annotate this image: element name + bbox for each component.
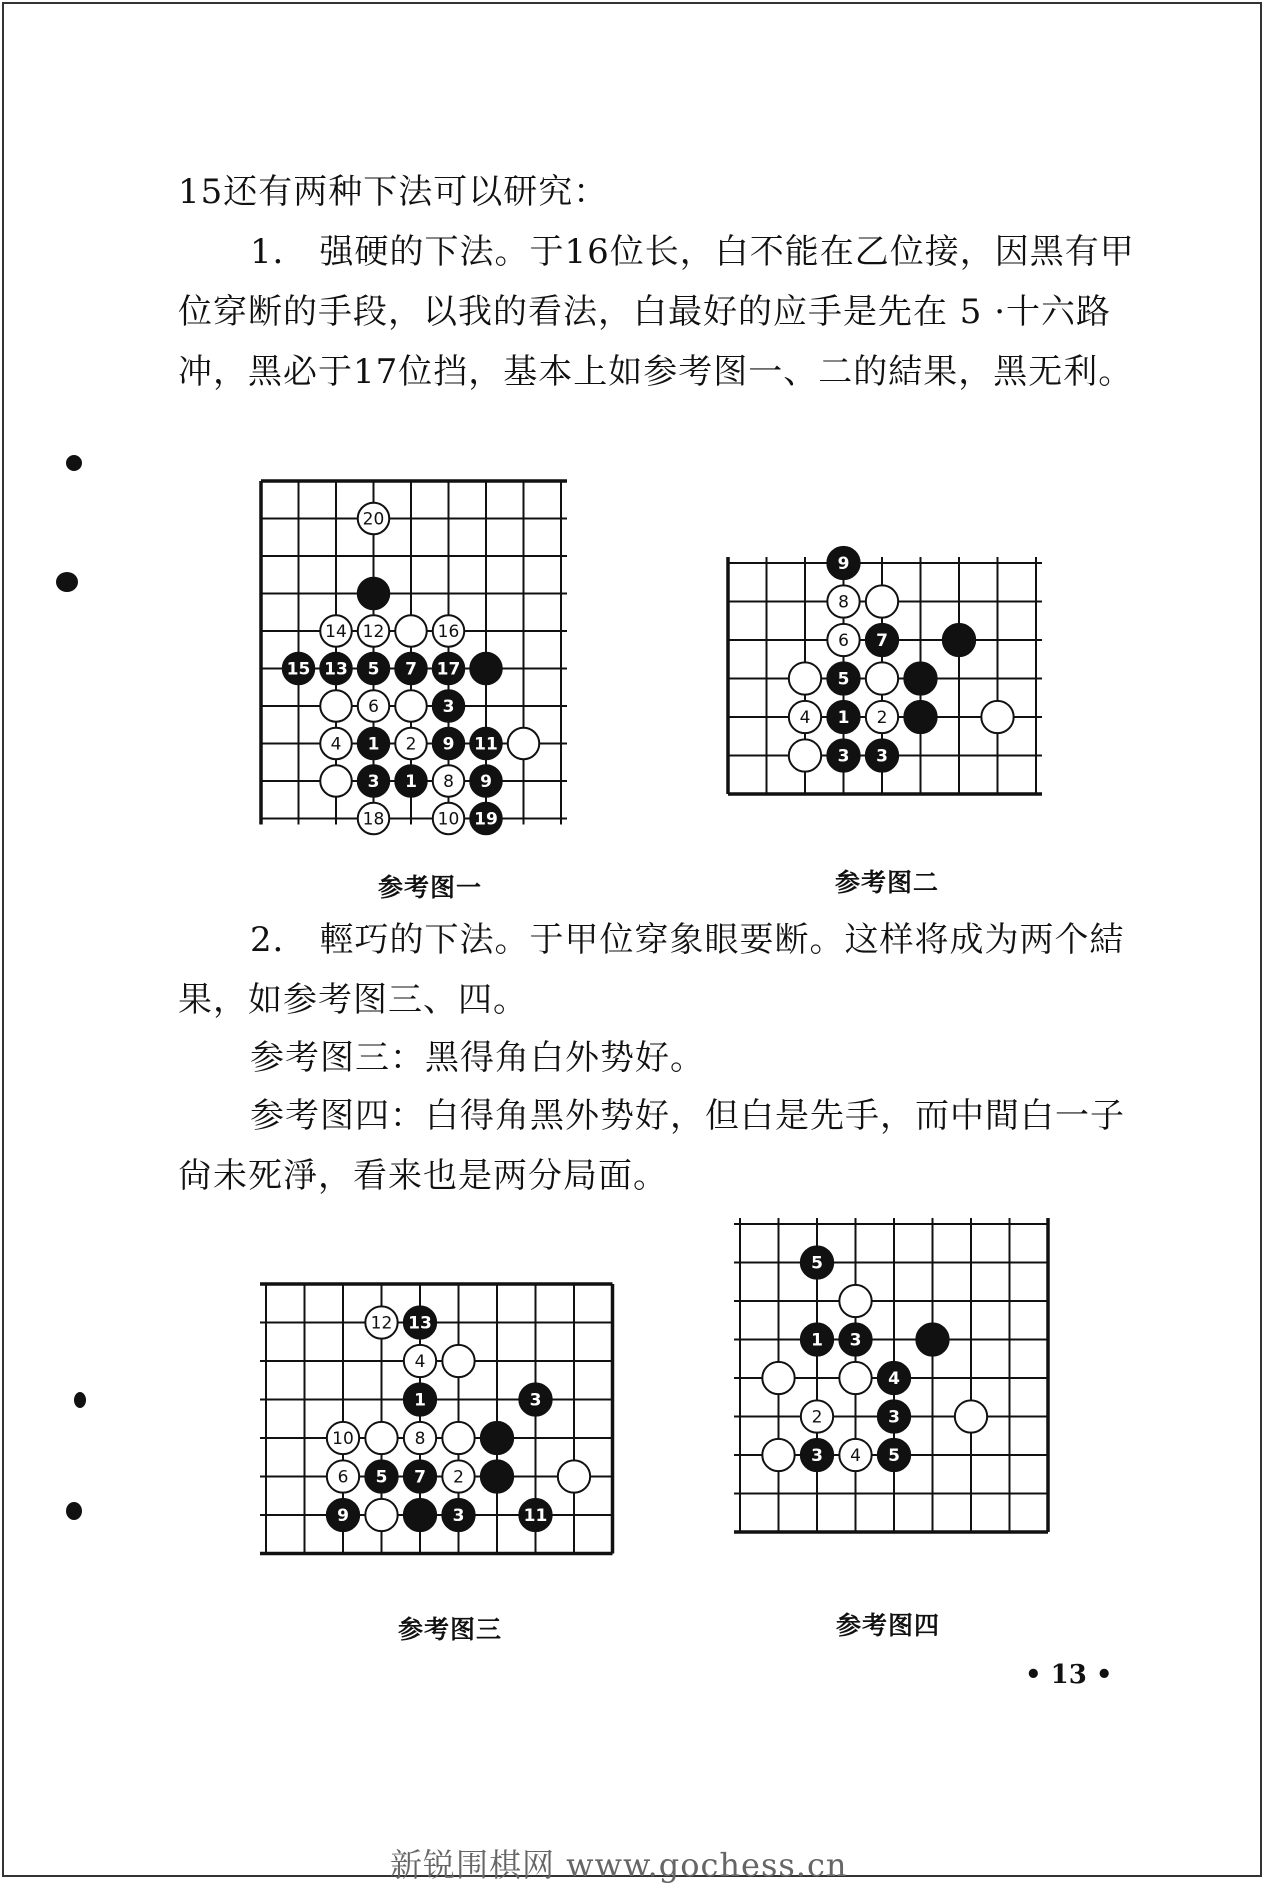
move-number: 2 xyxy=(405,734,417,755)
move-number: 9 xyxy=(337,1506,349,1526)
black-stone xyxy=(358,578,390,610)
move-number: 2 xyxy=(811,1407,823,1428)
move-number: 1 xyxy=(811,1330,823,1351)
move-number: 16 xyxy=(437,622,460,642)
diagram-3-caption: 参考图三 xyxy=(398,1615,503,1644)
black-stone xyxy=(404,1383,436,1415)
white-stone xyxy=(762,1362,794,1394)
white-stone xyxy=(827,624,859,656)
black-stone xyxy=(365,1460,397,1492)
black-stone xyxy=(827,739,859,771)
move-number: 6 xyxy=(838,631,849,651)
white-stone xyxy=(395,690,427,722)
white-stone xyxy=(358,503,390,535)
move-number: 1 xyxy=(837,708,850,728)
black-stone xyxy=(283,653,315,685)
move-number: 10 xyxy=(437,809,460,830)
move-number: 1 xyxy=(414,1390,426,1411)
black-stone xyxy=(358,653,390,685)
move-number: 10 xyxy=(332,1429,354,1449)
move-number: 18 xyxy=(362,809,385,830)
diagram-3-board xyxy=(260,1278,645,1578)
white-stone xyxy=(866,585,898,617)
white-stone xyxy=(320,690,352,722)
move-number: 4 xyxy=(888,1369,900,1389)
black-stone xyxy=(470,765,502,797)
white-stone xyxy=(789,739,821,771)
move-number: 19 xyxy=(474,809,498,830)
white-stone xyxy=(789,662,821,694)
move-number: 4 xyxy=(850,1446,861,1466)
move-number: 11 xyxy=(474,734,498,755)
black-stone xyxy=(801,1246,833,1278)
move-number: 5 xyxy=(888,1446,900,1466)
white-stone xyxy=(395,615,427,647)
black-stone xyxy=(395,653,427,685)
move-number: 3 xyxy=(452,1506,465,1526)
move-number: 4 xyxy=(414,1352,426,1372)
black-stone xyxy=(519,1383,551,1415)
move-number: 1 xyxy=(405,772,417,792)
black-stone xyxy=(433,653,465,685)
move-number: 3 xyxy=(876,746,888,767)
move-number: 3 xyxy=(837,746,850,767)
black-stone xyxy=(433,690,465,722)
white-stone xyxy=(327,1422,359,1454)
move-number: 3 xyxy=(367,772,380,792)
black-stone xyxy=(404,1499,436,1531)
white-stone xyxy=(442,1345,474,1377)
black-stone xyxy=(470,728,502,760)
black-stone xyxy=(481,1460,513,1492)
black-stone xyxy=(878,1400,910,1432)
black-stone xyxy=(320,653,352,685)
move-number: 3 xyxy=(529,1390,542,1411)
black-stone xyxy=(827,662,859,694)
white-stone xyxy=(762,1439,794,1471)
move-number: 5 xyxy=(375,1467,388,1488)
page-number: • 13 • xyxy=(1025,1660,1113,1690)
white-stone xyxy=(558,1460,590,1492)
black-stone xyxy=(481,1422,513,1454)
move-number: 15 xyxy=(286,659,311,680)
move-number: 3 xyxy=(442,697,455,717)
white-stone xyxy=(955,1400,987,1432)
black-stone xyxy=(866,624,898,656)
black-stone xyxy=(839,1323,871,1355)
black-stone xyxy=(327,1499,359,1531)
white-stone xyxy=(981,701,1013,733)
black-stone xyxy=(878,1362,910,1394)
move-number: 8 xyxy=(414,1429,426,1449)
white-stone xyxy=(442,1460,474,1492)
diagram-4-board xyxy=(728,1212,1068,1582)
move-number: 3 xyxy=(811,1446,823,1466)
move-number: 4 xyxy=(330,734,342,755)
white-stone xyxy=(827,585,859,617)
move-number: 14 xyxy=(325,622,347,642)
paragraph-3: 参考图三：黑得角白外势好。 xyxy=(250,1038,705,1078)
move-number: 7 xyxy=(414,1467,426,1488)
white-stone xyxy=(327,1460,359,1492)
scan-speck xyxy=(66,1502,82,1520)
black-stone xyxy=(404,1306,436,1338)
white-stone xyxy=(365,1499,397,1531)
move-number: 1 xyxy=(367,734,380,755)
white-stone xyxy=(358,803,390,835)
white-stone xyxy=(433,615,465,647)
move-number: 5 xyxy=(811,1253,823,1274)
white-stone xyxy=(358,690,390,722)
scan-speck xyxy=(66,455,82,471)
black-stone xyxy=(433,728,465,760)
diagram-1-board xyxy=(255,475,590,865)
diagram-2-board xyxy=(722,535,1067,840)
white-stone xyxy=(839,1285,871,1317)
move-number: 4 xyxy=(799,708,811,728)
white-stone xyxy=(789,701,821,733)
move-number: 13 xyxy=(408,1313,432,1334)
black-stone xyxy=(519,1499,551,1531)
move-number: 5 xyxy=(837,669,850,690)
move-number: 6 xyxy=(337,1467,349,1488)
scan-speck xyxy=(74,1392,86,1408)
black-stone xyxy=(801,1323,833,1355)
white-stone xyxy=(866,701,898,733)
move-number: 17 xyxy=(436,659,461,680)
white-stone xyxy=(320,728,352,760)
move-number: 5 xyxy=(367,659,380,680)
black-stone xyxy=(878,1439,910,1471)
white-stone xyxy=(365,1422,397,1454)
paragraph-4: 参考图四：白得角黑外势好，但白是先手，而中間白一子尙未死淨，看来也是两分局面。 xyxy=(178,1096,1125,1196)
move-number: 6 xyxy=(368,697,379,717)
watermark: 新锐围棋网 www.gochess.cn xyxy=(390,1846,848,1884)
paragraph-2: 2． 輕巧的下法。于甲位穿象眼要断。这样将成为两个結果，如参考图三、四。 xyxy=(178,920,1125,1020)
move-number: 12 xyxy=(370,1313,393,1334)
white-stone xyxy=(866,662,898,694)
scan-speck xyxy=(56,572,78,592)
black-stone xyxy=(470,653,502,685)
move-number: 3 xyxy=(849,1330,862,1351)
move-number: 7 xyxy=(876,631,888,651)
white-stone xyxy=(404,1345,436,1377)
black-stone xyxy=(827,547,859,579)
white-stone xyxy=(801,1400,833,1432)
white-stone xyxy=(839,1362,871,1394)
white-stone xyxy=(442,1422,474,1454)
white-stone xyxy=(395,728,427,760)
white-stone xyxy=(433,803,465,835)
black-stone xyxy=(866,739,898,771)
black-stone xyxy=(916,1323,948,1355)
black-stone xyxy=(943,624,975,656)
move-number: 9 xyxy=(837,554,850,574)
white-stone xyxy=(320,765,352,797)
white-stone xyxy=(433,765,465,797)
diagram-1-caption: 参考图一 xyxy=(378,873,483,902)
move-number: 8 xyxy=(443,772,454,792)
paragraph-1: 1． 强硬的下法。于16位长，白不能在乙位接，因黑有甲位穿断的手段，以我的看法，白最好的应手是先在 5 ·十六路冲，黑必于17位挡，基本上如参考图一、二的結果，黑无利。 xyxy=(178,232,1135,392)
move-number: 2 xyxy=(453,1467,464,1488)
move-number: 12 xyxy=(362,622,385,642)
diagram-4-caption: 参考图四 xyxy=(836,1611,941,1640)
move-number: 7 xyxy=(405,659,417,680)
move-number: 13 xyxy=(324,659,348,680)
black-stone xyxy=(358,728,390,760)
diagram-2-caption: 参考图二 xyxy=(835,868,940,897)
white-stone xyxy=(365,1306,397,1338)
black-stone xyxy=(404,1460,436,1492)
black-stone xyxy=(358,765,390,797)
white-stone xyxy=(839,1439,871,1471)
black-stone xyxy=(470,803,502,835)
move-number: 9 xyxy=(442,734,455,755)
white-stone xyxy=(358,615,390,647)
black-stone xyxy=(827,701,859,733)
white-stone xyxy=(320,615,352,647)
move-number: 9 xyxy=(480,772,492,792)
intro-text: 15还有两种下法可以研究： xyxy=(178,172,609,212)
black-stone xyxy=(904,662,936,694)
move-number: 11 xyxy=(523,1506,548,1526)
white-stone xyxy=(508,728,540,760)
move-number: 2 xyxy=(876,708,888,728)
black-stone xyxy=(442,1499,474,1531)
move-number: 3 xyxy=(888,1407,900,1428)
black-stone xyxy=(904,701,936,733)
white-stone xyxy=(404,1422,436,1454)
black-stone xyxy=(395,765,427,797)
move-number: 8 xyxy=(838,592,849,613)
move-number: 20 xyxy=(362,509,385,530)
black-stone xyxy=(801,1439,833,1471)
